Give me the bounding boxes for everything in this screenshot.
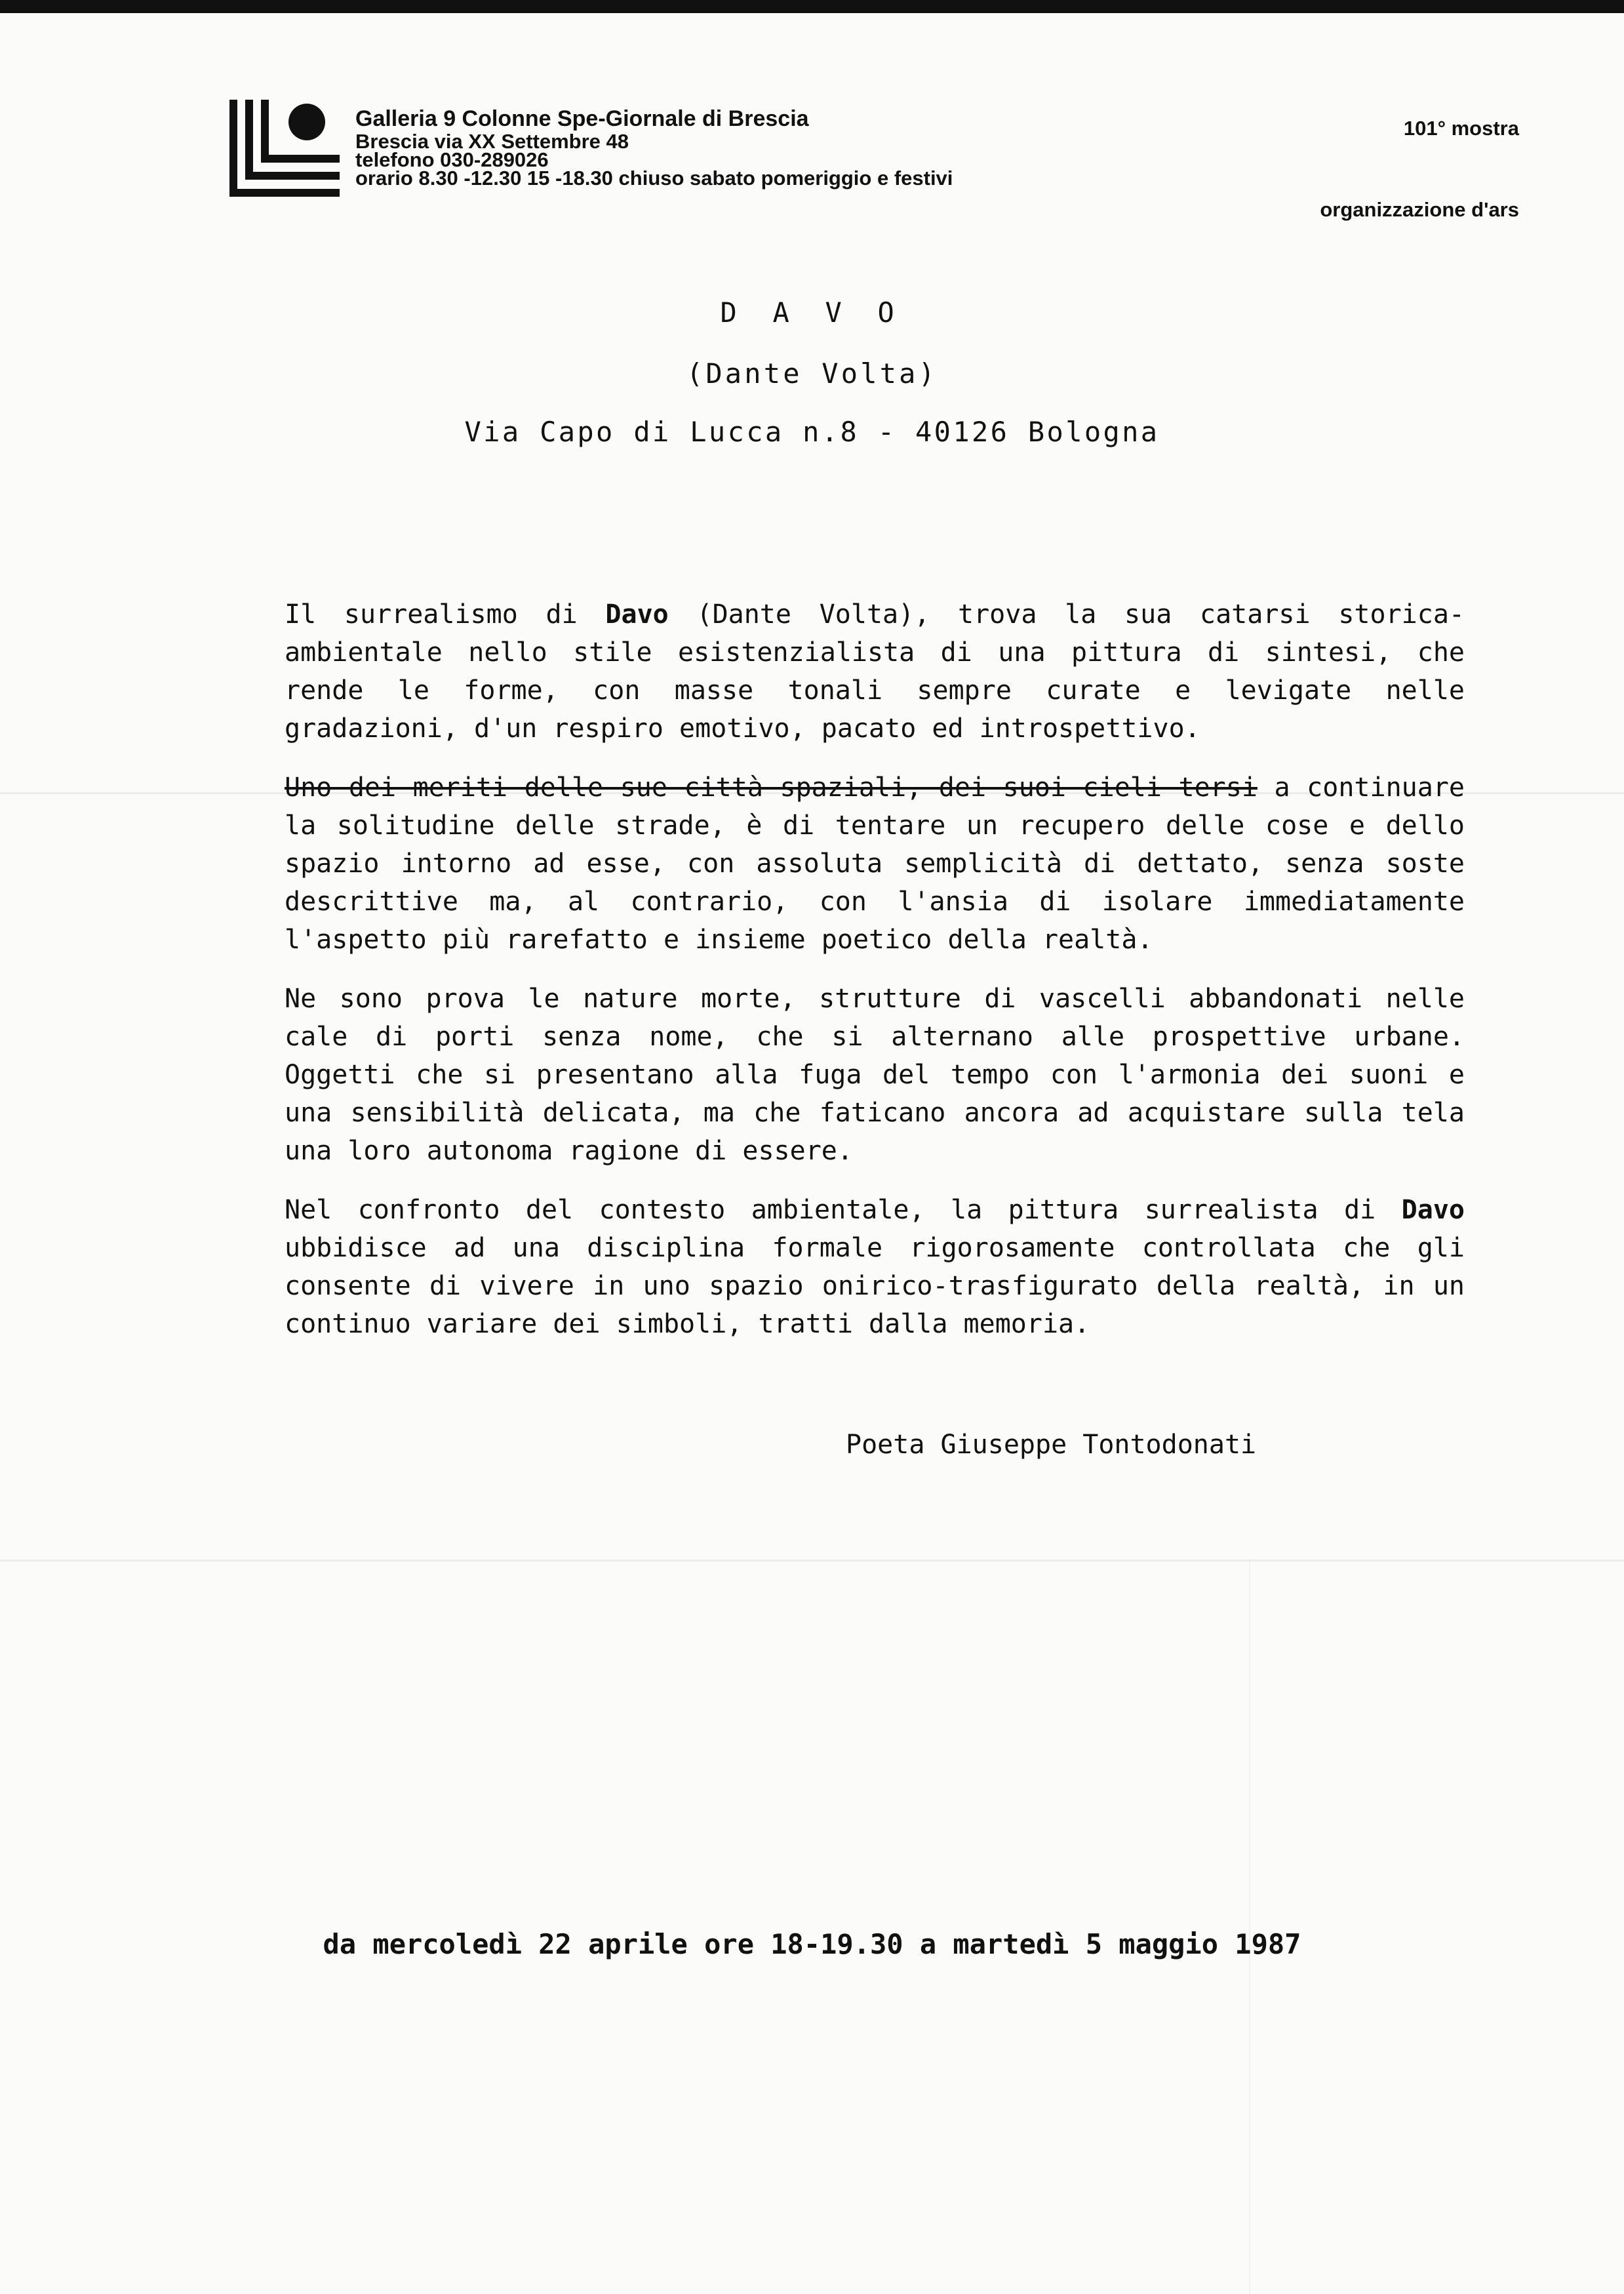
signature: Poeta Giuseppe Tontodonati — [846, 1430, 1257, 1460]
artist-name-emphasis: Davo — [605, 599, 669, 630]
text-run: a continuare la solitudine delle strade, è di tentare un recupero delle cose e dello spazio intorno ad esse, con assoluta semplicità di dettato, senza soste descrittive ma, al contrario, con l'ansia di isolare immediatamente l'aspetto più rarefatto e insieme poetico della realtà. — [285, 773, 1465, 955]
gallery-address: Brescia via XX Settembre 48 — [355, 130, 629, 153]
paragraph — [285, 769, 1465, 959]
text-run: (Dante Volta), trova la sua catarsi storica-ambientale nello stile esistenzialista di una pittura di sintesi, che rende le forme, con masse tonali sempre curate e levigate nelle gradazioni, d'un respiro emotivo, pacato ed introspettivo. — [285, 599, 1465, 744]
gallery-info — [355, 105, 953, 188]
exhibition-dates: da mercoledì 22 aprile ore 18-19.30 a martedì 5 maggio 1987 — [323, 1928, 1301, 1960]
gallery-logo-icon — [228, 97, 341, 202]
exhibition-number: 101° mostra — [1403, 117, 1519, 140]
exhibition-organizer: organizzazione d'ars — [1320, 198, 1519, 221]
paper-fold-line — [1249, 1561, 1250, 2294]
artist-name: D A V O — [720, 296, 904, 329]
struck-text: Uno dei meriti delle sue città spaziali, dei suoi cieli tersi — [285, 773, 1258, 803]
gallery-hours: orario 8.30 -12.30 15 -18.30 chiuso sabato pomeriggio e festivi — [355, 167, 953, 190]
artist-real-name: (Dante Volta) — [686, 357, 938, 390]
paragraph: Ne sono prova le nature morte, strutture di vascelli abbandonati nelle cale di porti senza nome, che si alternano alle prospettive urbane. Oggetti che si presentano alla fuga del tempo con l'armonia dei suoni e una sensibilità delicata, ma che faticano ancora ad acquistare sulla tela una loro autonoma ragione di essere. — [285, 984, 1465, 1166]
text-run: ubbidisce ad una disciplina formale rigorosamente controllata che gli consente di vivere in uno spazio onirico-trasfigurato della realtà, in un continuo variare dei simboli, tratti dalla memoria. — [285, 1233, 1465, 1339]
artist-name-emphasis: Davo — [1401, 1195, 1465, 1225]
text-run: Nel confronto del contesto ambientale, la pittura surrealista di — [285, 1195, 1402, 1225]
gallery-name: Galleria 9 Colonne Spe-Giornale di Brescia — [355, 106, 809, 131]
paragraph — [285, 1191, 1465, 1343]
text-run: Il surrealismo di — [285, 599, 606, 630]
paper-fold-line — [0, 1560, 1624, 1561]
artist-address: Via Capo di Lucca n.8 - 40126 Bologna — [464, 416, 1160, 448]
paragraph — [285, 595, 1465, 748]
critique-text — [285, 595, 1465, 1364]
gallery-phone: telefono 030-289026 — [355, 148, 549, 171]
scan-top-edge — [0, 0, 1624, 13]
